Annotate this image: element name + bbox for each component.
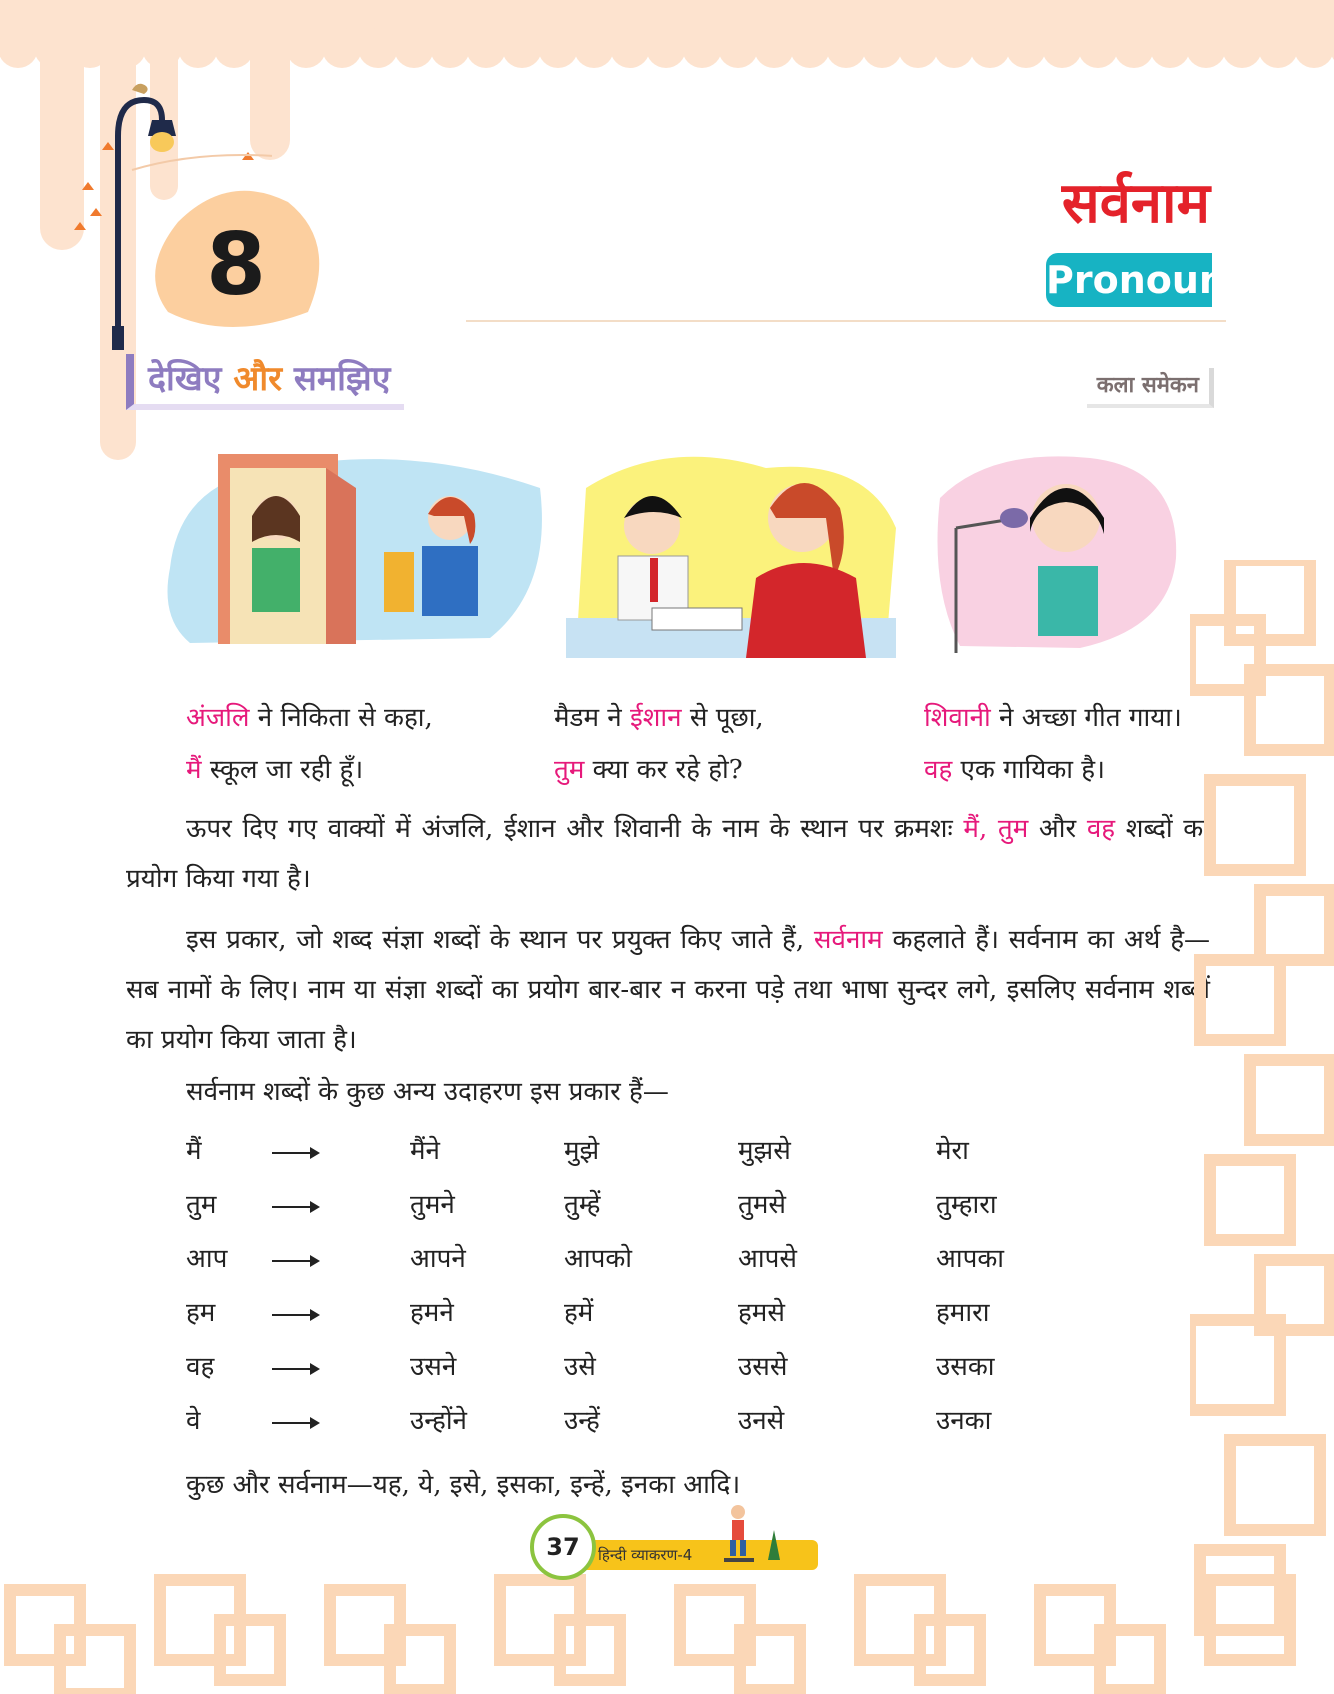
- awning-scallop: [1006, 28, 1046, 68]
- pronoun-form: मुझे: [564, 1136, 600, 1166]
- caption-text: ने अच्छा गीत गाया।: [990, 703, 1182, 733]
- examples-row: [0, 1288, 1334, 1338]
- awning-scallop: [394, 28, 434, 68]
- caption-2-line-1: [554, 699, 764, 737]
- awning-scallop: [574, 28, 614, 68]
- caption-text: स्कूल जा रही हूँ।: [201, 755, 364, 785]
- caption-2-line-2: [554, 751, 743, 789]
- caption-pronoun-tum: तुम: [554, 755, 585, 785]
- square-pattern-decoration: [1190, 560, 1334, 1694]
- awning-scallop: [862, 28, 902, 68]
- caption-text: एक गायिका है।: [952, 755, 1105, 785]
- awning-scallop: [970, 28, 1010, 68]
- pronoun-form: आपका: [936, 1244, 1005, 1274]
- awning-scallop: [646, 28, 686, 68]
- chapter-title-hindi: सर्वनाम: [1061, 171, 1210, 236]
- pronoun-form: उन्हें: [564, 1406, 600, 1436]
- pronoun-base: तुम: [186, 1190, 217, 1220]
- arrow-right-icon: [272, 1422, 318, 1424]
- pronoun-form: मेरा: [936, 1136, 969, 1166]
- awning-scallop: [1078, 28, 1118, 68]
- awning-scallop: [358, 28, 398, 68]
- caption-3-line-2: [924, 751, 1105, 789]
- illustration-singer-scene: [930, 448, 1186, 658]
- awning-scallop: [466, 28, 506, 68]
- book-title: हिन्दी व्याकरण-4: [598, 1546, 693, 1564]
- pronoun-form: तुम्हें: [564, 1190, 601, 1220]
- awning-scallop: [502, 28, 542, 68]
- awning-decoration: [0, 0, 1334, 90]
- awning-scallop: [214, 28, 254, 68]
- examples-row: [0, 1396, 1334, 1446]
- awning-scallop: [682, 28, 722, 68]
- awning-scallop: [1222, 28, 1262, 68]
- highlight-pronoun: वह: [1086, 814, 1116, 844]
- awning-scallop: [718, 28, 758, 68]
- paragraph-text: और: [1028, 814, 1087, 844]
- pronoun-form: मैंने: [410, 1136, 440, 1166]
- awning-scallop: [1258, 28, 1298, 68]
- paragraph-text: कहलाते हैं। सर्वनाम का अर्थ है— सब नामों के लिए। नाम या संज्ञा शब्दों का प्रयोग बार-बार न करना पड़े तथा भाषा सुन्दर लगे, इसलिए सर्वनाम शब्दों का प्रयोग किया जाता है।: [126, 925, 1210, 1055]
- awning-scallop: [754, 28, 794, 68]
- pronoun-base: मैं: [186, 1136, 202, 1166]
- pronoun-form: हमारा: [936, 1298, 990, 1328]
- caption-name-shivani: शिवानी: [924, 703, 991, 733]
- more-pronouns-line: कुछ और सर्वनाम—यह, ये, इसे, इसका, इन्हें, इनका आदि।: [186, 1470, 741, 1500]
- caption-1-line-1: [186, 699, 433, 737]
- pronoun-form: आपसे: [738, 1244, 797, 1274]
- chapter-title-english: Pronoun: [1046, 253, 1212, 307]
- title-divider: [466, 320, 1226, 322]
- caption-name-anjali: अंजलि: [186, 703, 250, 733]
- examples-row: [0, 1342, 1334, 1392]
- pronoun-form: उनसे: [738, 1406, 785, 1436]
- pronoun-base: वह: [186, 1352, 215, 1382]
- arrow-right-icon: [272, 1314, 318, 1316]
- pronoun-form: उन्होंने: [410, 1406, 467, 1436]
- illustration-door-scene: [160, 448, 552, 648]
- paragraph-text: ऊपर दिए गए वाक्यों में अंजलि, ईशान और शिवानी के नाम के स्थान पर क्रमशः: [186, 814, 964, 844]
- pronoun-form: हमसे: [738, 1298, 785, 1328]
- examples-row: [0, 1234, 1334, 1284]
- awning-scallop: [826, 28, 866, 68]
- caption-text: से पूछा,: [681, 703, 764, 733]
- examples-row: [0, 1126, 1334, 1176]
- pronoun-form: तुमसे: [738, 1190, 786, 1220]
- awning-scallop: [1294, 28, 1334, 68]
- skater-icon: [718, 1500, 788, 1570]
- awning-scallop: [286, 28, 326, 68]
- pronoun-form: उसका: [936, 1352, 995, 1382]
- awning-scallop: [178, 28, 218, 68]
- highlight-term: सर्वनाम: [813, 925, 883, 955]
- pronoun-form: उससे: [738, 1352, 788, 1382]
- pronoun-base: वे: [186, 1406, 201, 1436]
- pronoun-form: तुम्हारा: [936, 1190, 997, 1220]
- pronoun-form: हमें: [564, 1298, 594, 1328]
- paragraph-text: इस प्रकार, जो शब्द संज्ञा शब्दों के स्थान पर प्रयुक्त किए जाते हैं,: [186, 925, 814, 955]
- pronoun-form: आपको: [564, 1244, 633, 1274]
- awning-scallop: [790, 28, 830, 68]
- section-heading-part2: और: [233, 359, 283, 399]
- integration-tag: कला समेकन: [1087, 368, 1214, 408]
- pronoun-form: उसे: [564, 1352, 596, 1382]
- awning-scallop: [538, 28, 578, 68]
- arrow-right-icon: [272, 1260, 318, 1262]
- awning-scallop: [322, 28, 362, 68]
- arrow-right-icon: [272, 1152, 318, 1154]
- caption-3-line-1: [924, 699, 1182, 737]
- highlight-pronouns: मैं, तुम: [963, 814, 1029, 844]
- caption-text: ने निकिता से कहा,: [249, 703, 433, 733]
- awning-scallop: [898, 28, 938, 68]
- awning-scallop: [934, 28, 974, 68]
- awning-scallop: [1114, 28, 1154, 68]
- examples-intro: सर्वनाम शब्दों के कुछ अन्य उदाहरण इस प्रकार हैं—: [186, 1077, 669, 1107]
- paragraph-definition: [126, 915, 1210, 1065]
- page-number: 37: [530, 1514, 596, 1580]
- pronoun-form: उसने: [410, 1352, 457, 1382]
- arrow-right-icon: [272, 1206, 318, 1208]
- chapter-number: 8: [206, 215, 266, 315]
- section-heading-part1: देखिए: [148, 359, 234, 399]
- awning-scallop: [610, 28, 650, 68]
- arrow-right-icon: [272, 1368, 318, 1370]
- caption-1-line-2: [186, 751, 363, 789]
- awning-scallop: [1186, 28, 1226, 68]
- caption-pronoun-vah: वह: [924, 755, 953, 785]
- pronoun-base: हम: [186, 1298, 216, 1328]
- pronoun-form: उनका: [936, 1406, 992, 1436]
- caption-pronoun-main: मैं: [186, 755, 202, 785]
- pronoun-form: तुमने: [410, 1190, 455, 1220]
- pronoun-form: आपने: [410, 1244, 466, 1274]
- paragraph-text: शब्दों का प्रयोग किया गया है।: [126, 814, 1210, 894]
- illustration-classroom-scene: [566, 448, 902, 668]
- paragraph-explanation-1: [126, 804, 1210, 904]
- awning-scallop: [1150, 28, 1190, 68]
- caption-text: क्या कर रहे हो?: [584, 755, 743, 785]
- section-heading-part3: समझिए: [282, 359, 391, 399]
- caption-text: मैडम ने: [554, 703, 630, 733]
- awning-scallop: [430, 28, 470, 68]
- pronoun-form: मुझसे: [738, 1136, 791, 1166]
- caption-name-ishaan: ईशान: [629, 703, 682, 733]
- section-heading: [126, 354, 404, 410]
- pronoun-form: हमने: [410, 1298, 454, 1328]
- awning-scallop: [1042, 28, 1082, 68]
- pronoun-base: आप: [186, 1244, 228, 1274]
- examples-row: [0, 1180, 1334, 1230]
- square-pattern-decoration: [0, 1560, 1334, 1694]
